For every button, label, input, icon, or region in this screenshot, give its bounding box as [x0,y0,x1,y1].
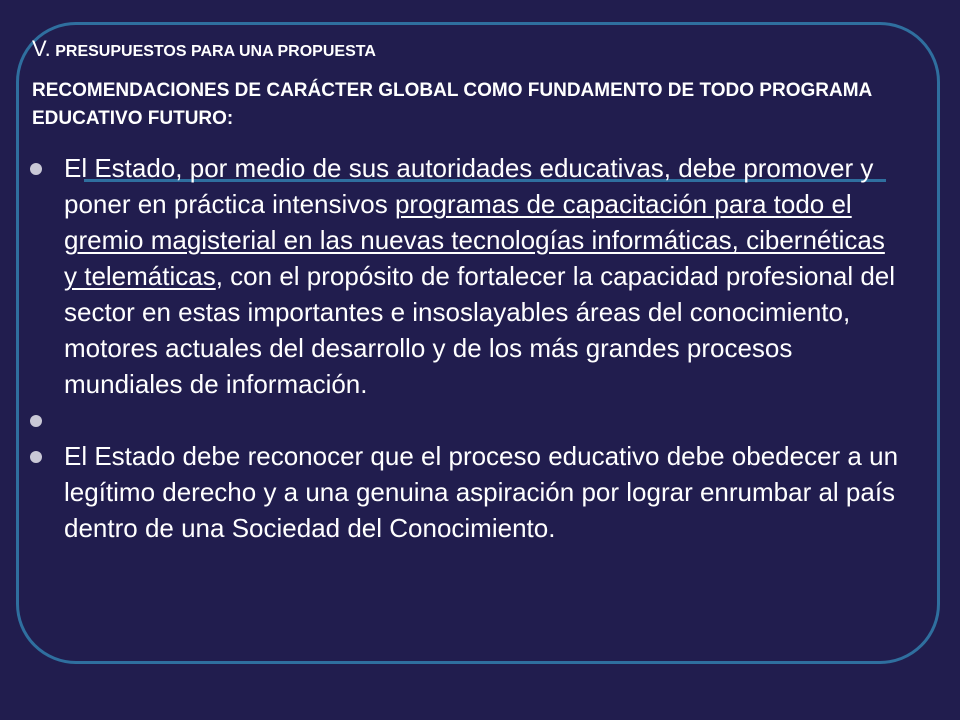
bullet-1-underlined-text: programas de capacitación para todo el gremio magisterial en las nuevas tecnologías informáticas, cibernéticas y telemáticas [64,189,885,291]
bullet-item-2 [0,402,960,438]
bullet-dot-icon [30,163,42,175]
bullet-list [0,150,960,546]
slide-subtitle: RECOMENDACIONES DE CARÁCTER GLOBAL COMO FUNDAMENTO DE TODO PROGRAMA EDUCATIVO FUTURO: [32,80,872,129]
bullet-3-text: El Estado debe reconocer que el proceso educativo debe obedecer a un legítimo derecho y a una genuina aspiración por lograr enrumbar al país dentro de una Sociedad del Conocimiento. [64,441,899,543]
bullet-dot-icon [30,415,42,427]
bullet-1-text-b: , con el propósito de fortalecer la capacidad profesional del sector en estas importantes e insoslayables áreas del conocimiento, motores actuales del desarrollo y de los más grandes procesos mundiales de información. [64,261,896,399]
slide-title [32,36,376,62]
bullet-1-text-a: El Estado, por medio de sus autoridades educativas, debe promover y poner en práctica intensivos [64,153,874,219]
bullet-item-1 [0,150,960,402]
title-text: PRESUPUESTOS PARA UNA PROPUESTA [55,43,376,60]
bullet-dot-icon [30,451,42,463]
title-roman-numeral: V. [32,36,51,61]
bullet-item-3 [0,438,960,546]
